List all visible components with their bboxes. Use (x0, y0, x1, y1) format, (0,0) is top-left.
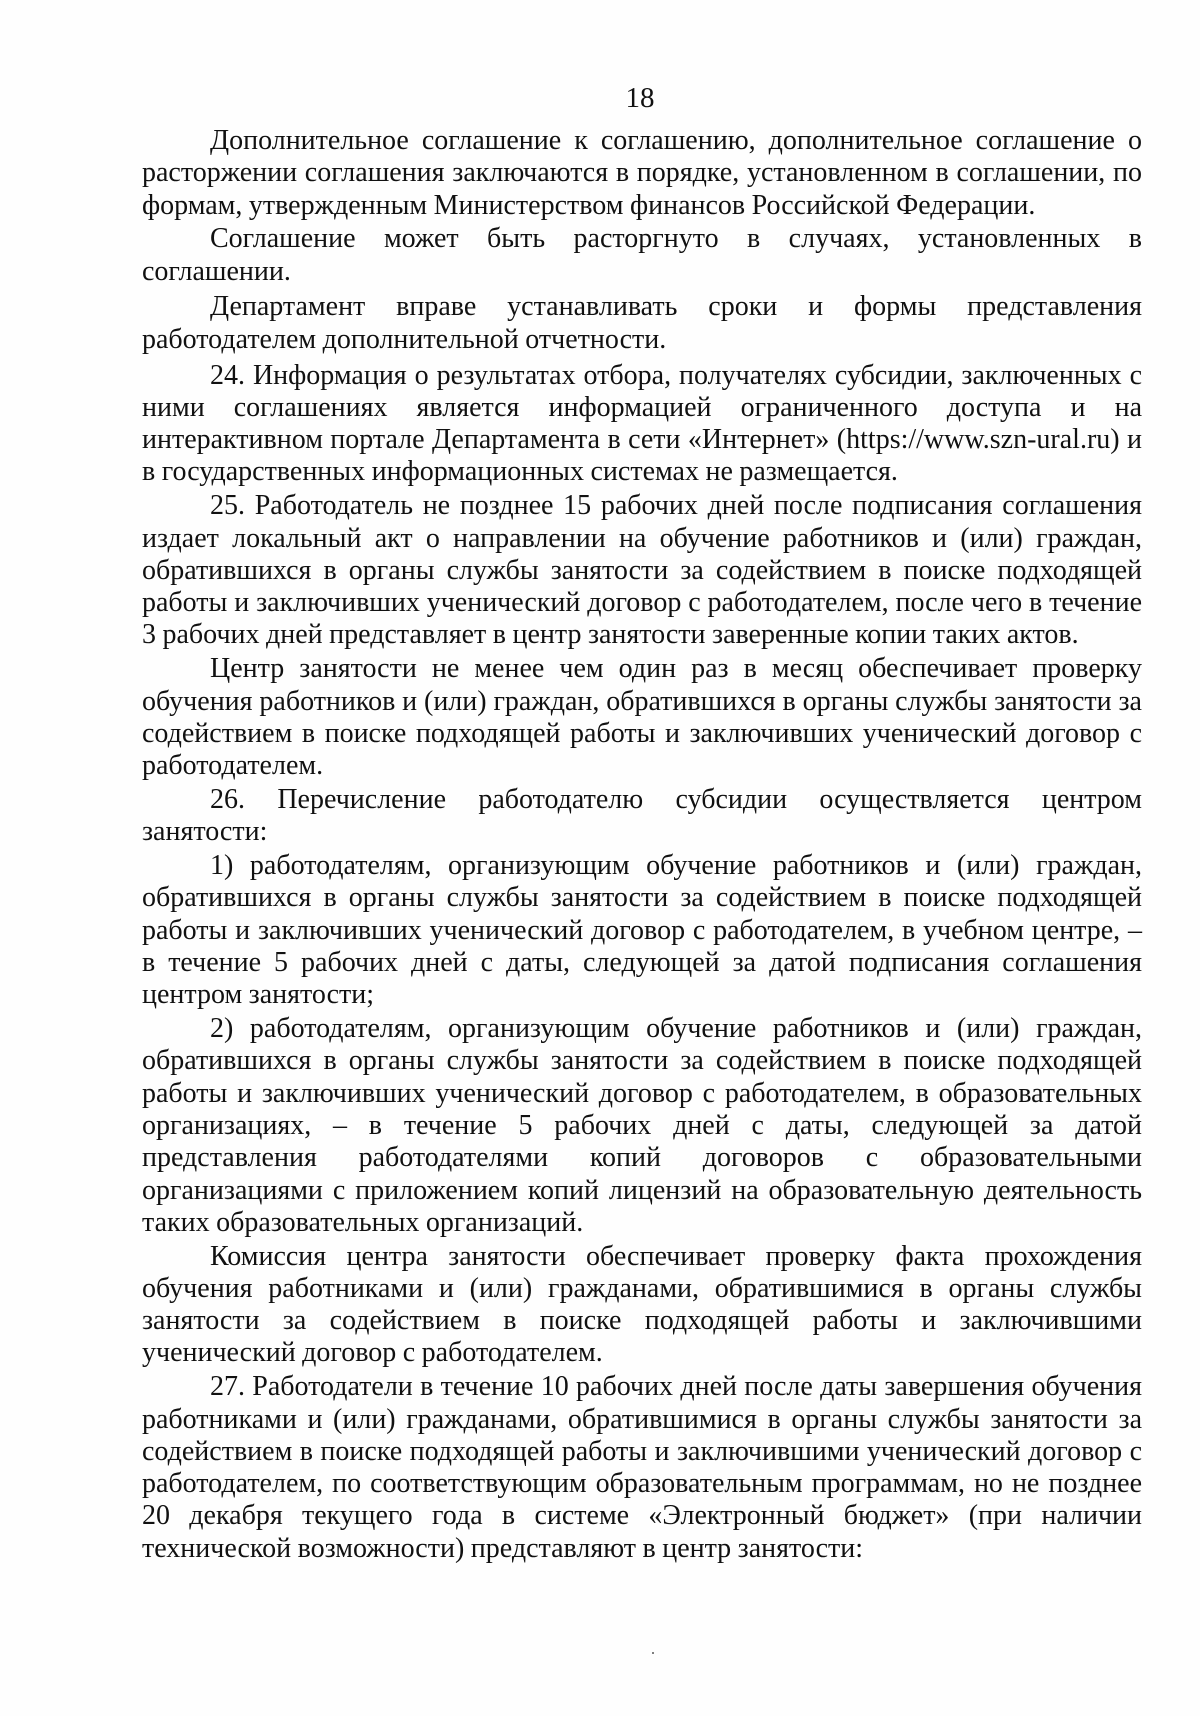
paragraph-item-27: 27. Работодатели в течение 10 рабочих дней после даты завершения обучения работниками и (или) гражданами, обратившимися в органы службы занятости за содействием в поиске подходящей работы и заключившими ученический договор с работодателем, по соответствующим образовательным программам, но не позднее 20 декабря текущего года в системе «Электронный бюджет» (при наличии технической возможности) представляют в центр занятости: (142, 1371, 1142, 1564)
paragraph-supplementary-agreement: Дополнительное соглашение к соглашению, дополнительное соглашение о расторжении соглашения заключаются в порядке, установленном в соглашении, по формам, утвержденным Министерством финансов Российской Федерации. (142, 125, 1142, 221)
document-body (142, 125, 1142, 1567)
paragraph-department-reporting: Департамент вправе устанавливать сроки и формы представления работодателем дополнительной отчетности. (142, 291, 1142, 355)
paragraph-item-26-1: 1) работодателям, организующим обучение работников и (или) граждан, обратившихся в органы службы занятости за содействием в поиске подходящей работы и заключивших ученический договор с работодателем, в учебном центре, – в течение 5 рабочих дней с даты, следующей за датой подписания соглашения центром занятости; (142, 850, 1142, 1011)
page-number: 18 (625, 82, 655, 114)
paragraph-item-26: 26. Перечисление работодателю субсидии осуществляется центром занятости: (142, 783, 1142, 848)
paragraph-termination: Соглашение может быть расторгнуто в случаях, установленных в соглашении. (142, 223, 1142, 287)
paragraph-item-25: 25. Работодатель не позднее 15 рабочих дней после подписания соглашения издает локальный акт о направлении на обучение работников и (или) граждан, обратившихся в органы службы занятости за содействием в поиске подходящей работы и заключивших ученический договор с работодателем, после чего в течение 3 рабочих дней представляет в центр занятости заверенные копии таких актов. (142, 490, 1142, 651)
paragraph-item-24: 24. Информация о результатах отбора, получателях субсидии, заключенных с ними соглашениях является информацией ограниченного доступа и на интерактивном портале Департамента в сети «Интернет» (https://www.szn-ural.ru) и в государственных информационных системах не размещается. (142, 359, 1142, 488)
paragraph-commission-check: Комиссия центра занятости обеспечивает проверку факта прохождения обучения работниками и (или) гражданами, обратившимися в органы службы занятости за содействием в поиске подходящей работы и заключившими ученический договор с работодателем. (142, 1240, 1142, 1369)
scan-speck (652, 1652, 654, 1654)
paragraph-item-26-2: 2) работодателям, организующим обучение работников и (или) граждан, обратившихся в органы службы занятости за содействием в поиске подходящей работы и заключивших ученический договор с работодателем, в образовательных организациях, – в течение 5 рабочих дней с даты, следующей за датой представления работодателями копий договоров с образовательными организациями с приложением копий лицензий на образовательную деятельность таких образовательных организаций. (142, 1013, 1142, 1238)
paragraph-employment-center-check: Центр занятости не менее чем один раз в месяц обеспечивает проверку обучения работников и (или) граждан, обратившихся в органы службы занятости за содействием в поиске подходящей работы и заключивших ученический договор с работодателем. (142, 653, 1142, 782)
